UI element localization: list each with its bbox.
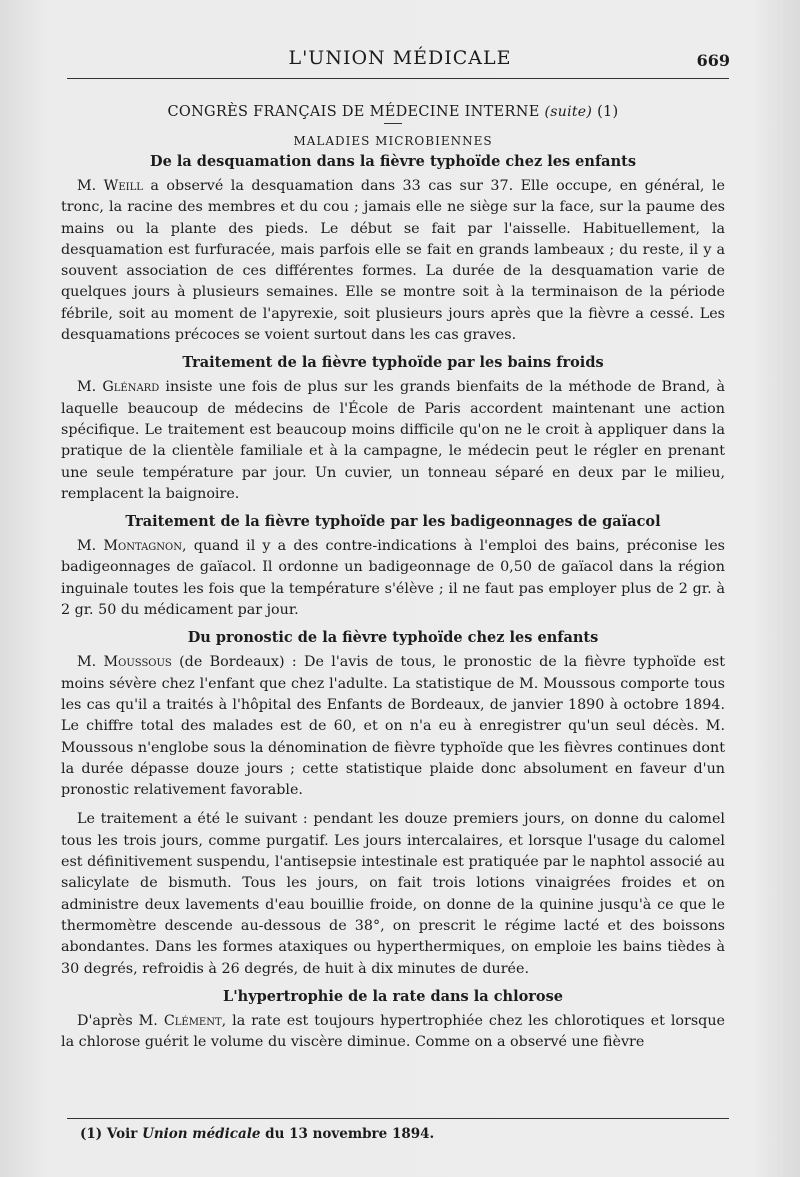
author-name: M. Moussous	[77, 654, 172, 671]
paragraph-text: a observé la desquamation dans 33 cas sur 37. Elle occupe, en général, le tronc, la racine des membres et du cou ; jamais elle ne siège sur la face, sur la paume des mains ou la plante des pieds. Le début se fait par l'aisselle. Habituellement, la desquamation est furfuracée, mais parfois elle se fait en grands lambeaux ; du reste, il y a souvent association de ces différentes formes. La durée de la desquamation varie de quelques jours à plusieurs semaines. Elle se montre soit à la terminaison de la période fébrile, soit au moment de l'apyrexie, soit plusieurs jours après que la fièvre a cessé. Les desquamations précoces se voient surtout dans les cas graves.	[61, 178, 725, 344]
running-title: L'UNION MÉDICALE	[288, 47, 512, 69]
article-heading: Traitement de la fièvre typhoïde par les bains froids	[182, 354, 604, 372]
article-paragraph	[61, 176, 725, 346]
page-number: 669	[696, 51, 730, 70]
article-heading: De la desquamation dans la fièvre typhoïde chez les enfants	[150, 153, 636, 170]
paragraph-prefix: D'après	[77, 1012, 139, 1029]
author-name: M. Montagnon	[77, 538, 182, 555]
footnote	[80, 1126, 434, 1142]
section-title	[61, 104, 725, 120]
paragraph-text: insiste une fois de plus sur les grands bienfaits de la méthode de Brand, à laquelle beaucoup de médecins de l'École de Paris accordent maintenant une action spécifique. Le traitement est beaucoup moins difficile qu'on ne le croit à appliquer dans la pratique de la clientèle familiale et à la campagne, le médecin peut le régler en prenant une seule température par jour. Un cuvier, un tonneau séparé en deux par le milieu, remplacent la baignoire.	[61, 379, 726, 502]
article-heading: L'hypertrophie de la rate dans la chlorose	[223, 987, 563, 1005]
article-paragraph	[61, 652, 725, 801]
header-rule	[67, 78, 729, 79]
paragraph-text: (de Bordeaux) : De l'avis de tous, le pronostic de la fièvre typhoïde est moins sévère chez l'enfant que chez l'adulte. La statistique de M. Moussous comporte tous les cas qu'il a traités à l'hôpital des Enfants de Bordeaux, de janvier 1890 à octobre 1894. Le chiffre total des malades est de 60, et on n'a eu à enregistrer qu'un seul décès. M. Moussous n'englobe sous la dénomination de fièvre typhoïde que les fièvres continues dont la durée dépasse douze jours ; cette statistique plaide donc absolument en faveur d'un pronostic relativement favorable.	[61, 654, 725, 799]
footnote-marker: (1) Voir	[80, 1126, 143, 1142]
subsection-title: MALADIES MICROBIENNES	[293, 134, 493, 148]
section-title-text: CONGRÈS FRANÇAIS DE MÉDECINE INTERNE	[167, 104, 540, 120]
author-name: M. Weill	[77, 178, 143, 194]
article-heading: Du pronostic de la fièvre typhoïde chez les enfants	[187, 629, 599, 647]
article-paragraph	[61, 536, 725, 621]
author-name: M. Clément	[138, 1012, 222, 1029]
paragraph-text: , quand il y a des contre-indications à l'emploi des bains, préconise les badigeonnages de gaïacol. Il ordonne un badigeonnage de 0,50 de gaïacol dans la région inguinale toutes les fois que la température s'élève ; il ne faut pas employer plus de 2 gr. à 2 gr. 50 du médicament par jour.	[61, 538, 725, 619]
article-paragraph	[61, 809, 725, 979]
footnote-journal: Union médicale	[142, 1126, 261, 1142]
author-name: M. Glénard	[77, 379, 160, 396]
footnote-ref: (1)	[597, 104, 619, 120]
article-paragraph	[61, 377, 725, 505]
article-heading: Traitement de la fièvre typhoïde par les badigeonnages de gaïacol	[125, 513, 661, 531]
paragraph-text: , la rate est toujours hypertrophiée chez les chlorotiques et lorsque la chlorose guérit le volume du viscère diminue. Comme on a observé une fièvre	[61, 1012, 725, 1051]
footnote-rule	[67, 1118, 729, 1119]
footnote-date: du 13 novembre 1894.	[260, 1126, 435, 1142]
page-content	[61, 104, 725, 1061]
section-suite: (suite)	[544, 104, 593, 120]
paragraph-text: Le traitement a été le suivant : pendant les douze premiers jours, on donne du calomel tous les trois jours, comme purgatif. Les jours intercalaires, et lorsque l'usage du calomel est définitivement suspendu, l'antisepsie intestinale est pratiquée par le naphtol associé au salicylate de bismuth. Tous les jours, on fait trois lotions vinaigrées froides et on administre deux lavements d'eau bouillie froide, on donne de la quinine jusqu'à ce que le thermomètre descende au-dessous de 38°, on prescrit le régime lacté et des boissons abondantes. Dans les formes ataxiques ou hyperthermiques, on emploie les bains tièdes à 30 degrés, refroidis à 26 degrés, de huit à dix minutes de durée.	[61, 811, 725, 977]
article-paragraph	[61, 1011, 725, 1054]
title-rule	[384, 123, 402, 124]
